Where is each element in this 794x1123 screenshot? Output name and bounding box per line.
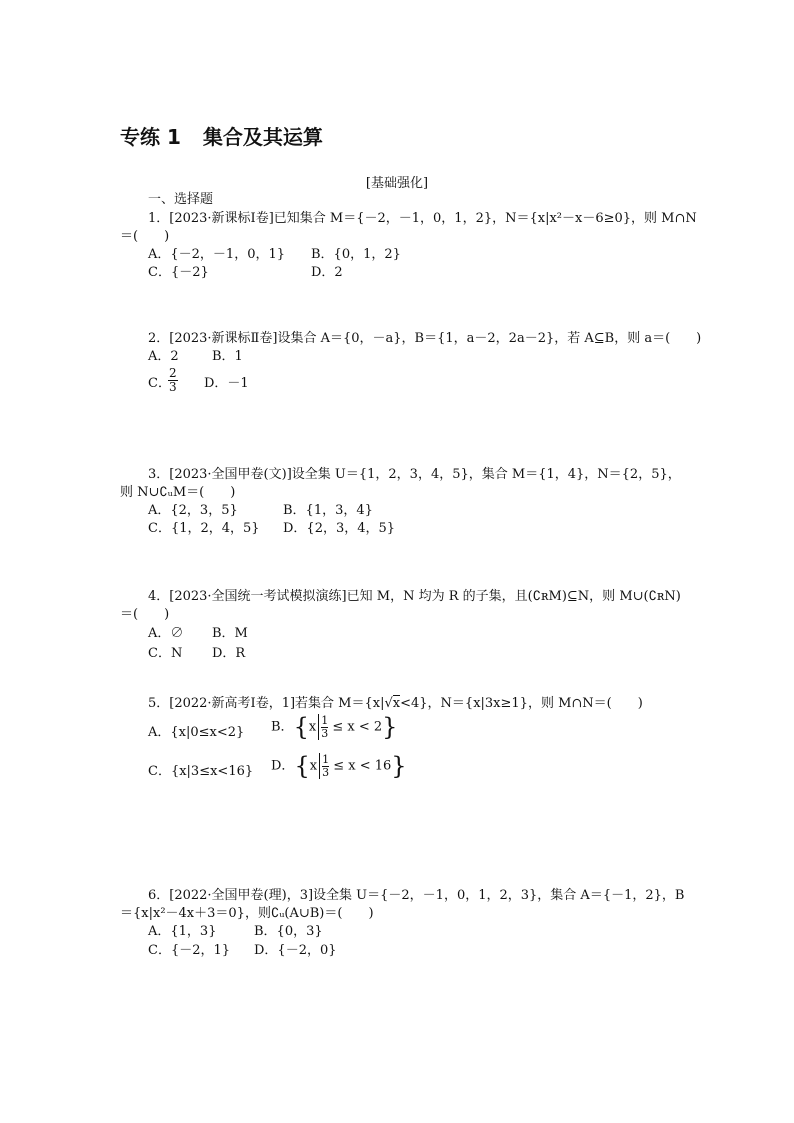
q2-option-a: A．2 <box>148 349 179 364</box>
q3-stem-line1: 3．[2023·全国甲卷(文)]设全集 U＝{1，2，3，4，5}，集合 M＝{1，4}，N＝{2，5}， <box>148 467 681 482</box>
q2-option-c-denominator: 3 <box>169 380 177 394</box>
q5-option-d-numerator: 1 <box>322 752 330 766</box>
q5-stem-line1 <box>148 695 643 713</box>
q1-option-a: A．{－2，－1，0，1} <box>148 247 286 262</box>
q2-option-d: D．－1 <box>204 376 249 391</box>
q4-option-d: D．R <box>212 646 246 661</box>
q1-option-d: D．2 <box>311 265 343 280</box>
q5-option-c: C．{x|3≤x<16} <box>148 764 254 779</box>
q1-stem-line1: 1．[2023·新课标Ⅰ卷]已知集合 M＝{－2，－1，0，1，2}，N＝{x|x²－x－6≥0}，则 M∩N <box>148 211 697 226</box>
title-label: 专练 1 <box>120 125 181 149</box>
q3-option-c: C．{1，2，4，5} <box>148 521 260 536</box>
q4-option-c: C．N <box>148 646 183 661</box>
page-title <box>120 121 323 150</box>
q3-stem-line2: 则 N∪∁ᵤM＝( ) <box>120 485 236 500</box>
q2-option-c-fraction <box>168 367 178 394</box>
q5-option-b-fraction <box>321 715 328 740</box>
q2-option-c-numerator: 2 <box>169 366 177 380</box>
q6-stem-line1: 6．[2022·全国甲卷(理)，3]设全集 U＝{－2，－1，0，1，2，3}，集合 A＝{－1，2}，B <box>148 888 685 903</box>
q4-option-b: B．M <box>212 626 248 641</box>
right-brace-icon: } <box>391 752 407 780</box>
q4-stem-line2: ＝( ) <box>120 607 170 622</box>
q5-option-b-denominator: 3 <box>321 726 329 740</box>
q5-stem-post: <4}，N＝{x|3x≥1}，则 M∩N＝( ) <box>400 696 643 711</box>
q5-option-b-label: B． <box>271 719 294 735</box>
section-heading: 一、选择题 <box>148 192 214 207</box>
q6-option-b: B．{0，3} <box>254 924 323 939</box>
q4-option-a: A．∅ <box>148 626 184 641</box>
q6-option-a: A．{1，3} <box>148 924 217 939</box>
q5-option-d-label: D． <box>271 758 295 774</box>
right-brace-icon: } <box>382 713 398 741</box>
q5-option-b-numerator: 1 <box>321 713 329 727</box>
set-bar-icon <box>318 714 319 740</box>
q5-option-b <box>271 714 397 740</box>
sqrt-sign-icon: √ <box>384 696 393 711</box>
q5-option-d <box>271 753 407 779</box>
q5-option-d-var: x <box>309 758 318 774</box>
title-text: 集合及其运算 <box>202 125 323 149</box>
q4-stem-line1: 4．[2023·全国统一考试模拟演练]已知 M，N 均为 R 的子集，且(∁ʀM)⊆N，则 M∪(∁ʀN) <box>148 589 681 604</box>
q3-option-d: D．{2，3，4，5} <box>283 521 396 536</box>
q5-option-b-var: x <box>308 719 317 735</box>
left-brace-icon: { <box>294 752 310 780</box>
q5-option-b-tail: ≤ x < 2 <box>332 719 383 735</box>
q3-option-a: A．{2，3，5} <box>148 503 238 518</box>
q5-option-d-denominator: 3 <box>322 765 330 779</box>
q3-option-b: B．{1，3，4} <box>283 503 373 518</box>
q5-stem-sqrt-arg: x <box>392 696 401 711</box>
q5-option-d-fraction <box>322 754 329 779</box>
q5-option-a: A．{x|0≤x<2} <box>148 725 245 740</box>
q1-option-b: B．{0，1，2} <box>311 247 401 262</box>
q1-stem-line2: ＝( ) <box>120 229 170 244</box>
q6-option-d: D．{－2，0} <box>254 943 337 958</box>
left-brace-icon: { <box>293 713 309 741</box>
q2-option-b: B．1 <box>212 349 243 364</box>
q2-stem-line1: 2．[2023·新课标Ⅱ卷]设集合 A＝{0，－a}，B＝{1，a－2，2a－2}，若 A⊆B，则 a＝( ) <box>148 331 702 346</box>
q2-option-c-label: C． <box>148 376 171 391</box>
section-subtitle: [基础强化] <box>365 176 429 191</box>
q5-option-d-tail: ≤ x < 16 <box>333 758 392 774</box>
q1-option-c: C．{－2} <box>148 265 209 280</box>
q5-stem-pre: 5．[2022·新高考Ⅰ卷，1]若集合 M＝{x| <box>148 696 385 711</box>
q6-option-c: C．{－2，1} <box>148 943 231 958</box>
q6-stem-line2: ＝{x|x²－4x＋3＝0}，则∁ᵤ(A∪B)＝( ) <box>120 906 374 921</box>
set-bar-icon <box>319 753 320 779</box>
